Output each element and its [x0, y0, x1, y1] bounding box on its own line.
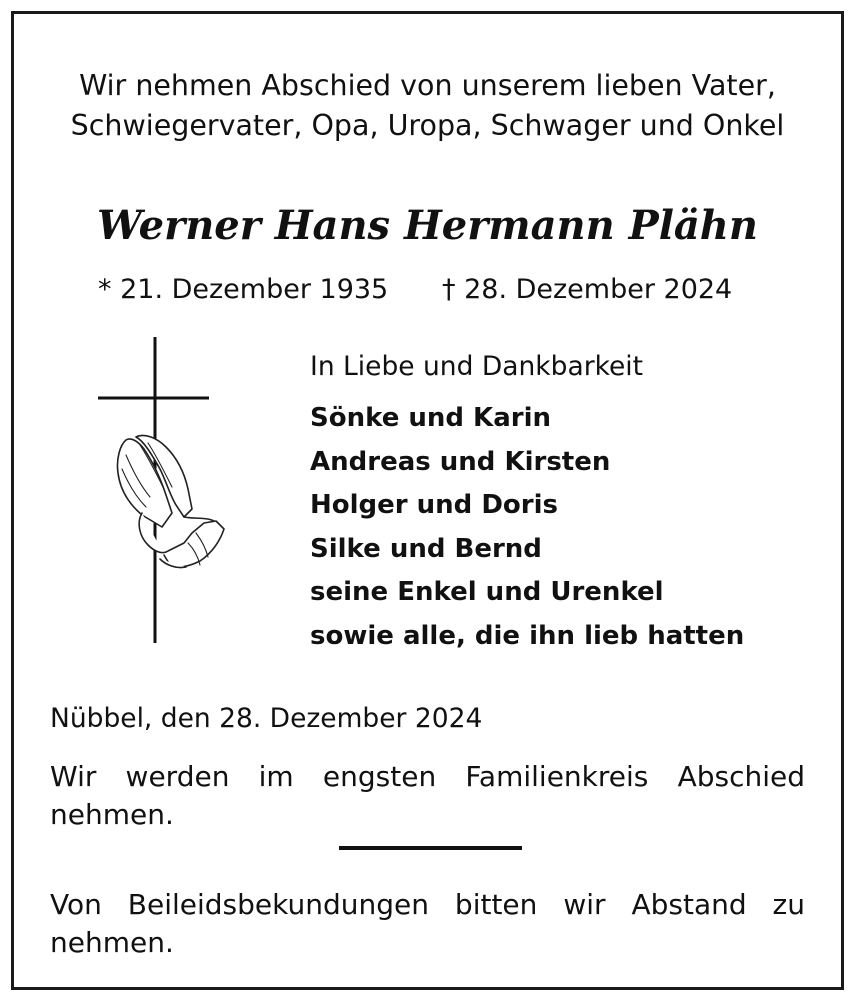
family-member: sowie alle, die ihn lieb hatten — [310, 620, 745, 651]
cross-praying-hands-icon — [96, 337, 236, 647]
intro-text: Wir nehmen Abschied von unserem lieben Vater, Schwiegervater, Opa, Uropa, Schwager und Onkel — [70, 69, 785, 142]
family-member: Holger und Doris — [310, 490, 558, 520]
divider-rule — [339, 846, 522, 850]
obituary-card — [11, 11, 844, 990]
family-list — [310, 397, 744, 658]
notice-paragraph-2: Von Beileidsbekundungen bitten wir Abstand zu nehmen. — [50, 888, 805, 959]
place-date: Nübbel, den 28. Dezember 2024 — [50, 703, 483, 734]
death-date: † 28. Dezember 2024 — [442, 274, 733, 305]
birth-date: * 21. Dezember 1935 — [98, 274, 389, 305]
family-member: Sönke und Karin — [310, 403, 551, 433]
family-member: Silke und Bernd — [310, 533, 542, 564]
dedication-text: In Liebe und Dankbarkeit — [310, 351, 644, 382]
family-member: seine Enkel und Urenkel — [310, 577, 664, 607]
deceased-name: Werner Hans Hermann Plähn — [97, 202, 758, 249]
family-member: Andreas und Kirsten — [310, 446, 611, 477]
notice-paragraph-1: Wir werden im engsten Familienkreis Abschied nehmen. — [50, 760, 805, 831]
